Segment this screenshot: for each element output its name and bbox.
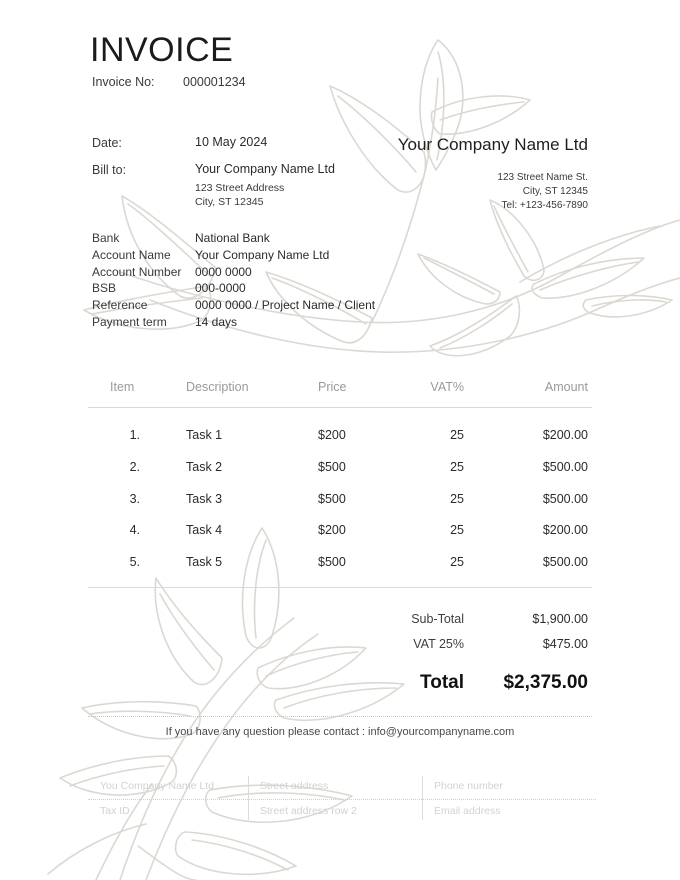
company-street: 123 Street Name St.	[497, 172, 588, 183]
line-items-table	[88, 380, 592, 693]
cell-vat: 25	[450, 460, 464, 474]
table-row	[88, 492, 592, 524]
cell-amount: $200.00	[542, 428, 588, 442]
cell-description: Task 5	[186, 555, 223, 569]
table-header-row	[88, 380, 592, 406]
column-header-price: Price	[318, 380, 347, 394]
bill-to-label: Bill to:	[92, 163, 127, 177]
subtotal-label: Sub-Total	[411, 612, 464, 626]
company-name: Your Company Name Ltd	[397, 135, 588, 154]
footer-street-address: Street address	[260, 780, 329, 792]
date-value: 10 May 2024	[195, 135, 268, 149]
table-row	[88, 428, 592, 460]
footer-phone-number: Phone number	[434, 780, 503, 792]
total-value: $2,375.00	[503, 672, 588, 693]
column-header-item: Item	[110, 380, 135, 394]
footer-street-address-row-2: Street address row 2	[260, 805, 357, 817]
footer-divider-2	[422, 776, 423, 820]
cell-item: 1.	[129, 428, 140, 442]
cell-price: $200	[318, 523, 346, 537]
cell-price: $500	[318, 555, 346, 569]
bank-value-5: 14 days	[195, 315, 238, 329]
contact-line: If you have any question please contact : info@yourcompanyname.com	[165, 726, 515, 738]
bank-value-4: 0000 0000 / Project Name / Client	[195, 298, 376, 312]
total-label: Total	[420, 672, 464, 693]
cell-item: 4.	[129, 523, 140, 537]
bank-label-2: Account Number	[92, 265, 182, 279]
bank-label-5: Payment term	[92, 315, 167, 329]
company-telephone: Tel: +123-456-7890	[501, 200, 588, 211]
footer-grid	[96, 780, 596, 828]
cell-amount: $500.00	[542, 460, 588, 474]
column-header-vat: VAT%	[430, 380, 464, 394]
bank-label-1: Account Name	[92, 248, 171, 262]
bill-to-city: City, ST 12345	[195, 196, 264, 208]
footer-divider-1	[248, 776, 249, 820]
column-header-description: Description	[186, 380, 249, 394]
bank-label-4: Reference	[92, 298, 148, 312]
footer-horizontal-rule	[88, 799, 596, 800]
cell-price: $200	[318, 428, 346, 442]
vat-label: VAT 25%	[413, 637, 464, 651]
cell-amount: $200.00	[542, 523, 588, 537]
bank-value-0: National Bank	[195, 231, 270, 245]
cell-amount: $500.00	[542, 492, 588, 506]
contact-divider	[88, 716, 592, 717]
bank-value-1: Your Company Name Ltd	[195, 248, 330, 262]
bank-value-2: 0000 0000	[195, 265, 252, 279]
table-row	[88, 555, 592, 587]
invoice-number-label: Invoice No:	[92, 75, 155, 89]
cell-item: 2.	[129, 460, 140, 474]
vat-value: $475.00	[542, 637, 588, 651]
invoice-number-value: 000001234	[183, 75, 246, 89]
date-label: Date:	[92, 136, 122, 150]
cell-amount: $500.00	[542, 555, 588, 569]
cell-vat: 25	[450, 428, 464, 442]
cell-vat: 25	[450, 523, 464, 537]
bank-label-3: BSB	[92, 281, 117, 295]
subtotal-value: $1,900.00	[532, 612, 588, 626]
cell-price: $500	[318, 460, 346, 474]
column-header-amount: Amount	[544, 380, 588, 394]
table-bottom-rule	[88, 587, 592, 588]
cell-item: 5.	[129, 555, 140, 569]
page-title: INVOICE	[90, 31, 234, 69]
table-row	[88, 523, 592, 555]
cell-description: Task 4	[186, 523, 223, 537]
company-city: City, ST 12345	[522, 186, 588, 197]
cell-description: Task 2	[186, 460, 223, 474]
footer-email-address: Email address	[434, 805, 501, 817]
table-row	[88, 460, 592, 492]
bank-label-0: Bank	[92, 231, 120, 245]
footer-tax-id: Tax ID	[100, 805, 130, 817]
cell-description: Task 3	[186, 492, 223, 506]
table-header-rule	[88, 407, 592, 408]
bill-to-street: 123 Street Address	[195, 182, 285, 194]
cell-item: 3.	[129, 492, 140, 506]
bank-value-3: 000-0000	[195, 281, 246, 295]
cell-vat: 25	[450, 555, 464, 569]
footer-company-name: You Company Name Ltd	[100, 780, 215, 792]
cell-price: $500	[318, 492, 346, 506]
cell-description: Task 1	[186, 428, 223, 442]
cell-vat: 25	[450, 492, 464, 506]
bill-to-name: Your Company Name Ltd	[195, 162, 335, 176]
